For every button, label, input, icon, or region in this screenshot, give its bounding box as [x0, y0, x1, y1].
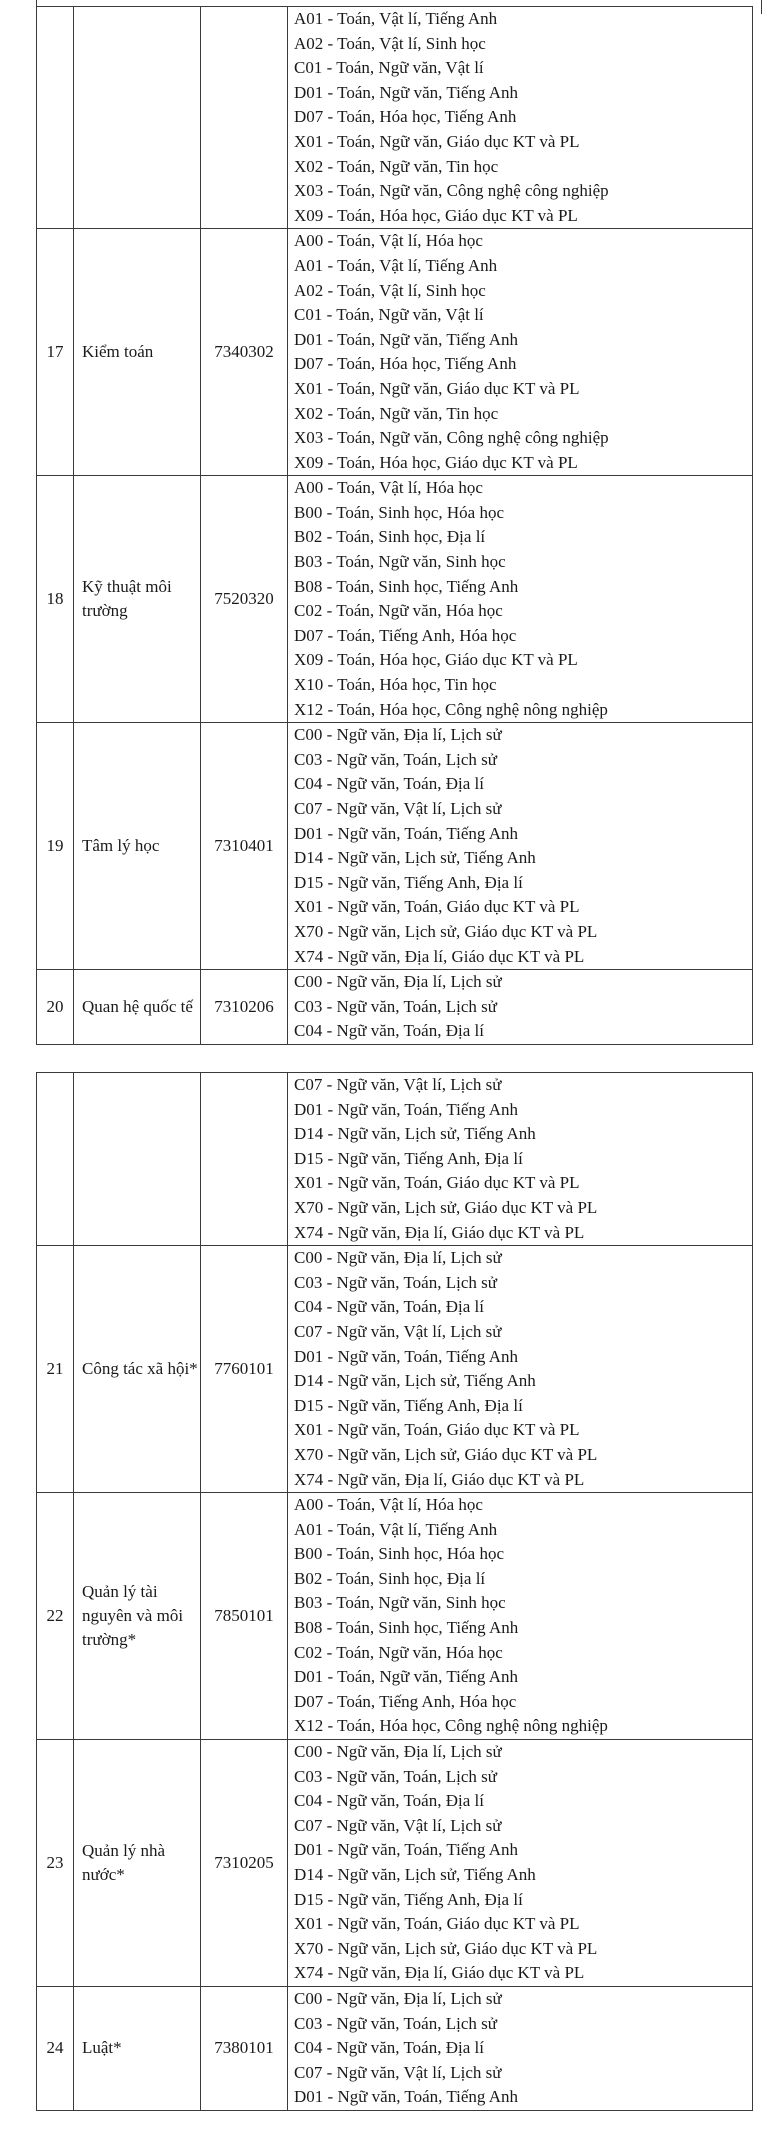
subject-combination: C07 - Ngữ văn, Vật lí, Lịch sử — [294, 799, 502, 818]
row-number: 21 — [37, 1246, 74, 1493]
subject-combination: A00 - Toán, Vật lí, Hóa học — [294, 1495, 483, 1515]
subject-combination: C03 - Ngữ văn, Toán, Lịch sử — [294, 2013, 497, 2033]
subject-combination: C04 - Ngữ văn, Toán, Địa lí — [294, 1791, 484, 1811]
subject-combination: C01 - Toán, Ngữ văn, Vật lí — [294, 305, 484, 325]
admission-table-top — [36, 6, 753, 1045]
subject-combination: C03 - Ngữ văn, Toán, Lịch sử — [294, 749, 497, 769]
subject-combination: X01 - Ngữ văn, Toán, Giáo dục KT và PL — [294, 897, 580, 917]
subject-combination: C03 - Ngữ văn, Toán, Lịch sử — [294, 996, 497, 1016]
subject-combination: D01 - Toán, Ngữ văn, Tiếng Anh — [294, 82, 518, 102]
subject-combinations — [288, 1986, 753, 2110]
program-code: 7760101 — [201, 1246, 288, 1493]
subject-combination: X74 - Ngữ văn, Địa lí, Giáo dục KT và PL — [294, 946, 585, 966]
subject-combination: D01 - Ngữ văn, Toán, Tiếng Anh — [294, 1840, 518, 1860]
program-name: Tâm lý học — [74, 723, 201, 970]
row-number: 24 — [37, 1986, 74, 2110]
subject-combination: X74 - Ngữ văn, Địa lí, Giáo dục KT và PL — [294, 1222, 585, 1242]
subject-combination: B02 - Toán, Sinh học, Địa lí — [294, 527, 486, 547]
program-name — [74, 1073, 201, 1246]
table-row — [37, 1493, 753, 1740]
table-row — [37, 1740, 753, 1987]
subject-combination: X03 - Toán, Ngữ văn, Công nghệ công nghiệp — [294, 181, 609, 201]
subject-combination: D01 - Ngữ văn, Toán, Tiếng Anh — [294, 2087, 518, 2107]
subject-combination: C07 - Ngữ văn, Vật lí, Lịch sử — [294, 1321, 502, 1341]
program-code: 7310401 — [201, 723, 288, 970]
subject-combination: C00 - Ngữ văn, Địa lí, Lịch sử — [294, 1988, 502, 2008]
top-border-fragment — [761, 0, 762, 14]
row-number: 22 — [37, 1493, 74, 1740]
program-name: Quan hệ quốc tế — [74, 970, 201, 1045]
subject-combination: D15 - Ngữ văn, Tiếng Anh, Địa lí — [294, 872, 523, 892]
subject-combination: C07 - Ngữ văn, Vật lí, Lịch sử — [294, 1815, 502, 1835]
subject-combination: D07 - Toán, Tiếng Anh, Hóa học — [294, 1691, 517, 1711]
subject-combination: A01 - Toán, Vật lí, Tiếng Anh — [294, 1519, 498, 1539]
program-code — [201, 1073, 288, 1246]
subject-combinations — [288, 1493, 753, 1740]
subject-combination: B03 - Toán, Ngữ văn, Sinh học — [294, 552, 506, 572]
subject-combination: X09 - Toán, Hóa học, Giáo dục KT và PL — [294, 452, 578, 472]
subject-combinations — [288, 476, 753, 723]
program-name: Kiểm toán — [74, 229, 201, 476]
subject-combination: X09 - Toán, Hóa học, Giáo dục KT và PL — [294, 650, 578, 670]
subject-combination: X10 - Toán, Hóa học, Tin học — [294, 675, 497, 695]
subject-combination: B00 - Toán, Sinh học, Hóa học — [294, 502, 505, 522]
subject-combination: C07 - Ngữ văn, Vật lí, Lịch sử — [294, 2062, 502, 2082]
program-name: Kỹ thuật môi trường — [74, 476, 201, 723]
subject-combinations — [288, 1740, 753, 1987]
subject-combination: A02 - Toán, Vật lí, Sinh học — [294, 33, 486, 53]
subject-combination: C04 - Ngữ văn, Toán, Địa lí — [294, 1297, 484, 1317]
subject-combination: X01 - Toán, Ngữ văn, Giáo dục KT và PL — [294, 378, 580, 398]
subject-combination: X01 - Ngữ văn, Toán, Giáo dục KT và PL — [294, 1914, 580, 1934]
subject-combination: X70 - Ngữ văn, Lịch sử, Giáo dục KT và PL — [294, 1197, 598, 1217]
subject-combinations — [288, 7, 753, 229]
subject-combination: X12 - Toán, Hóa học, Công nghệ nông nghiệp — [294, 1716, 608, 1736]
subject-combination: B03 - Toán, Ngữ văn, Sinh học — [294, 1593, 506, 1613]
table-row — [37, 7, 753, 229]
subject-combination: D01 - Ngữ văn, Toán, Tiếng Anh — [294, 1346, 518, 1366]
subject-combination: D07 - Toán, Hóa học, Tiếng Anh — [294, 354, 517, 374]
subject-combination: C03 - Ngữ văn, Toán, Lịch sử — [294, 1766, 497, 1786]
subject-combination: X09 - Toán, Hóa học, Giáo dục KT và PL — [294, 205, 578, 225]
subject-combination: X01 - Toán, Ngữ văn, Giáo dục KT và PL — [294, 131, 580, 151]
subject-combination: C00 - Ngữ văn, Địa lí, Lịch sử — [294, 972, 502, 992]
row-number — [37, 7, 74, 229]
program-name — [74, 7, 201, 229]
subject-combination: A00 - Toán, Vật lí, Hóa học — [294, 231, 483, 251]
program-code: 7310206 — [201, 970, 288, 1045]
subject-combination: C02 - Toán, Ngữ văn, Hóa học — [294, 1642, 503, 1662]
subject-combination: D15 - Ngữ văn, Tiếng Anh, Địa lí — [294, 1148, 523, 1168]
program-code: 7520320 — [201, 476, 288, 723]
subject-combinations — [288, 229, 753, 476]
subject-combination: A00 - Toán, Vật lí, Hóa học — [294, 478, 483, 498]
subject-combination: D14 - Ngữ văn, Lịch sử, Tiếng Anh — [294, 1124, 536, 1144]
subject-combination: D01 - Toán, Ngữ văn, Tiếng Anh — [294, 329, 518, 349]
subject-combination: C04 - Ngữ văn, Toán, Địa lí — [294, 1021, 484, 1041]
row-number: 23 — [37, 1740, 74, 1987]
subject-combination: D14 - Ngữ văn, Lịch sử, Tiếng Anh — [294, 848, 536, 868]
table-row — [37, 1246, 753, 1493]
subject-combinations — [288, 723, 753, 970]
subject-combination: D07 - Toán, Hóa học, Tiếng Anh — [294, 107, 517, 127]
subject-combination: D01 - Toán, Ngữ văn, Tiếng Anh — [294, 1667, 518, 1687]
subject-combination: X70 - Ngữ văn, Lịch sử, Giáo dục KT và PL — [294, 921, 598, 941]
subject-combination: C01 - Toán, Ngữ văn, Vật lí — [294, 58, 484, 78]
table-row — [37, 1073, 753, 1246]
subject-combination: X01 - Ngữ văn, Toán, Giáo dục KT và PL — [294, 1420, 580, 1440]
subject-combination: X02 - Toán, Ngữ văn, Tin học — [294, 403, 499, 423]
subject-combination: X74 - Ngữ văn, Địa lí, Giáo dục KT và PL — [294, 1469, 585, 1489]
subject-combination: A01 - Toán, Vật lí, Tiếng Anh — [294, 255, 498, 275]
program-name: Quản lý nhà nước* — [74, 1740, 201, 1987]
subject-combination: X70 - Ngữ văn, Lịch sử, Giáo dục KT và PL — [294, 1444, 598, 1464]
subject-combination: A02 - Toán, Vật lí, Sinh học — [294, 280, 486, 300]
subject-combination: C04 - Ngữ văn, Toán, Địa lí — [294, 774, 484, 794]
subject-combination: D15 - Ngữ văn, Tiếng Anh, Địa lí — [294, 1889, 523, 1909]
program-code: 7340302 — [201, 229, 288, 476]
subject-combination: X03 - Toán, Ngữ văn, Công nghệ công nghiệp — [294, 428, 609, 448]
row-number — [37, 1073, 74, 1246]
subject-combination: C03 - Ngữ văn, Toán, Lịch sử — [294, 1272, 497, 1292]
subject-combinations — [288, 1246, 753, 1493]
row-number: 19 — [37, 723, 74, 970]
subject-combination: D07 - Toán, Tiếng Anh, Hóa học — [294, 625, 517, 645]
subject-combination: C00 - Ngữ văn, Địa lí, Lịch sử — [294, 725, 502, 745]
row-number: 17 — [37, 229, 74, 476]
subject-combination: B02 - Toán, Sinh học, Địa lí — [294, 1568, 486, 1588]
subject-combination: D15 - Ngữ văn, Tiếng Anh, Địa lí — [294, 1395, 523, 1415]
subject-combination: C00 - Ngữ văn, Địa lí, Lịch sử — [294, 1248, 502, 1268]
subject-combination: C02 - Toán, Ngữ văn, Hóa học — [294, 601, 503, 621]
subject-combination: X01 - Ngữ văn, Toán, Giáo dục KT và PL — [294, 1173, 580, 1193]
subject-combination: C04 - Ngữ văn, Toán, Địa lí — [294, 2038, 484, 2058]
program-code: 7850101 — [201, 1493, 288, 1740]
row-number: 18 — [37, 476, 74, 723]
table-row — [37, 723, 753, 970]
subject-combinations — [288, 1073, 753, 1246]
subject-combination: X02 - Toán, Ngữ văn, Tin học — [294, 156, 499, 176]
program-name: Quản lý tài nguyên và môi trường* — [74, 1493, 201, 1740]
subject-combination: D14 - Ngữ văn, Lịch sử, Tiếng Anh — [294, 1865, 536, 1884]
table-row — [37, 1986, 753, 2110]
subject-combination: B00 - Toán, Sinh học, Hóa học — [294, 1544, 505, 1564]
table-row — [37, 229, 753, 476]
admission-table-bottom — [36, 1072, 753, 2111]
subject-combinations — [288, 970, 753, 1045]
program-name: Công tác xã hội* — [74, 1246, 201, 1493]
program-code: 7380101 — [201, 1986, 288, 2110]
subject-combination: D01 - Ngữ văn, Toán, Tiếng Anh — [294, 823, 518, 843]
subject-combination: C07 - Ngữ văn, Vật lí, Lịch sử — [294, 1075, 502, 1094]
table-row — [37, 970, 753, 1045]
program-code: 7310205 — [201, 1740, 288, 1987]
row-number: 20 — [37, 970, 74, 1045]
program-code — [201, 7, 288, 229]
subject-combination: X70 - Ngữ văn, Lịch sử, Giáo dục KT và PL — [294, 1938, 598, 1958]
program-name: Luật* — [74, 1986, 201, 2110]
table-row — [37, 476, 753, 723]
subject-combination: D14 - Ngữ văn, Lịch sử, Tiếng Anh — [294, 1371, 536, 1391]
subject-combination: B08 - Toán, Sinh học, Tiếng Anh — [294, 576, 519, 596]
subject-combination: X74 - Ngữ văn, Địa lí, Giáo dục KT và PL — [294, 1963, 585, 1983]
subject-combination: A01 - Toán, Vật lí, Tiếng Anh — [294, 9, 498, 28]
subject-combination: X12 - Toán, Hóa học, Công nghệ nông nghiệp — [294, 699, 608, 719]
subject-combination: B08 - Toán, Sinh học, Tiếng Anh — [294, 1618, 519, 1638]
subject-combination: D01 - Ngữ văn, Toán, Tiếng Anh — [294, 1099, 518, 1119]
subject-combination: C00 - Ngữ văn, Địa lí, Lịch sử — [294, 1742, 502, 1762]
